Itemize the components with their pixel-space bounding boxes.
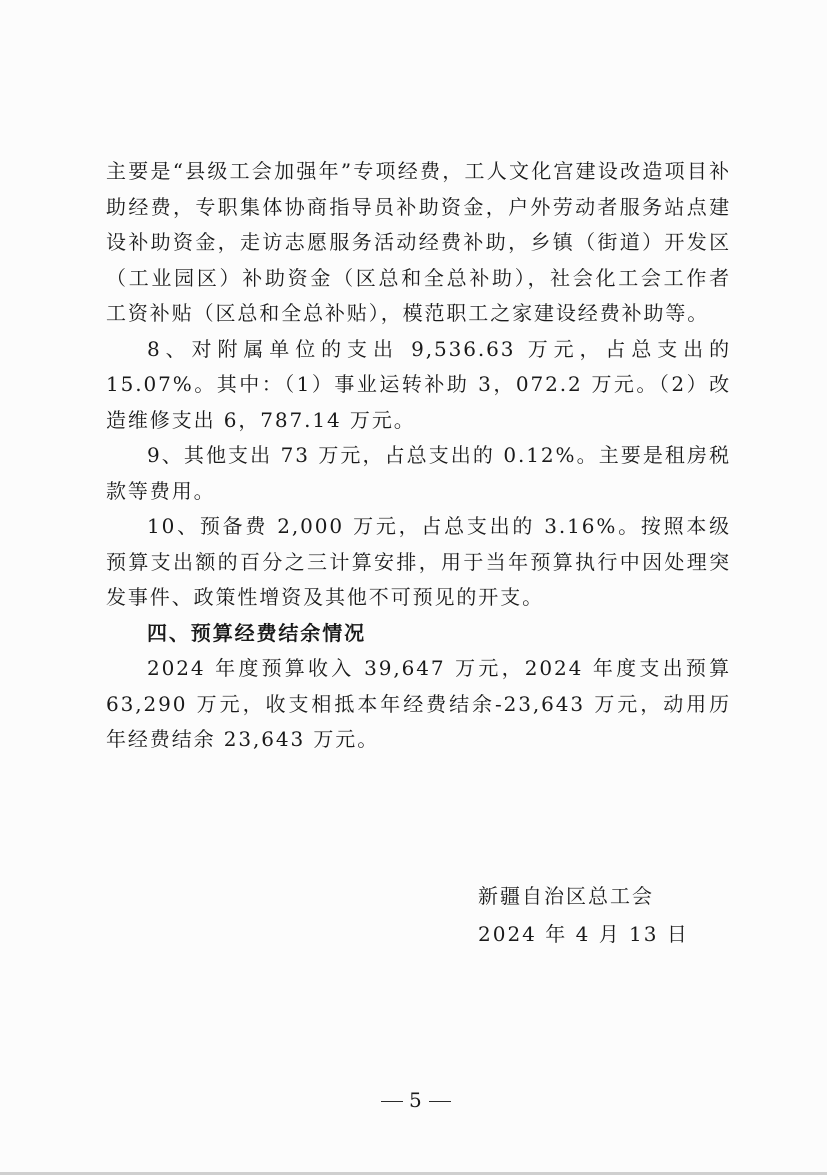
page-number-dash-left: [381, 1101, 403, 1102]
signature-date: 2024 年 4 月 13 日: [478, 922, 689, 946]
page-number-dash-right: [429, 1101, 451, 1102]
page-number: [375, 1088, 457, 1112]
signature-organization: 新疆自治区总工会: [478, 884, 654, 908]
body-text: [106, 154, 731, 758]
paragraph-item-10: 10、预备费 2,000 万元，占总支出的 3.16%。按照本级预算支出额的百分之三计算安排，用于当年预算执行中因处理突发事件、政策性增资及其他不可预见的开支。: [106, 514, 731, 609]
paragraph-item-9: 9、其他支出 73 万元，占总支出的 0.12%。主要是租房税款等费用。: [106, 443, 731, 503]
page-number-value: 5: [409, 1088, 423, 1112]
paragraph-balance: 2024 年度预算收入 39,647 万元，2024 年度支出预算 63,290 万元，收支相抵本年经费结余-23,643 万元，动用历年经费结余 23,643 万元。: [106, 656, 731, 751]
section-heading: 四、预算经费结余情况: [147, 620, 366, 645]
paragraph-item-8: 8、对附属单位的支出 9,536.63 万元，占总支出的 15.07%。其中：（1）事业运转补助 3，072.2 万元。（2）改造维修支出 6，787.14 万元。: [106, 336, 731, 432]
paragraph-continuation: 主要是“县级工会加强年”专项经费，工人文化宫建设改造项目补助经费，专职集体协商指导员补助资金，户外劳动者服务站点建设补助资金，走访志愿服务活动经费补助，乡镇（街道）开发区（工业园区）补助资金（区总和全总补助），社会化工会工作者工资补贴（区总和全总补贴），模范职工之家建设经费补助等。: [106, 159, 731, 325]
